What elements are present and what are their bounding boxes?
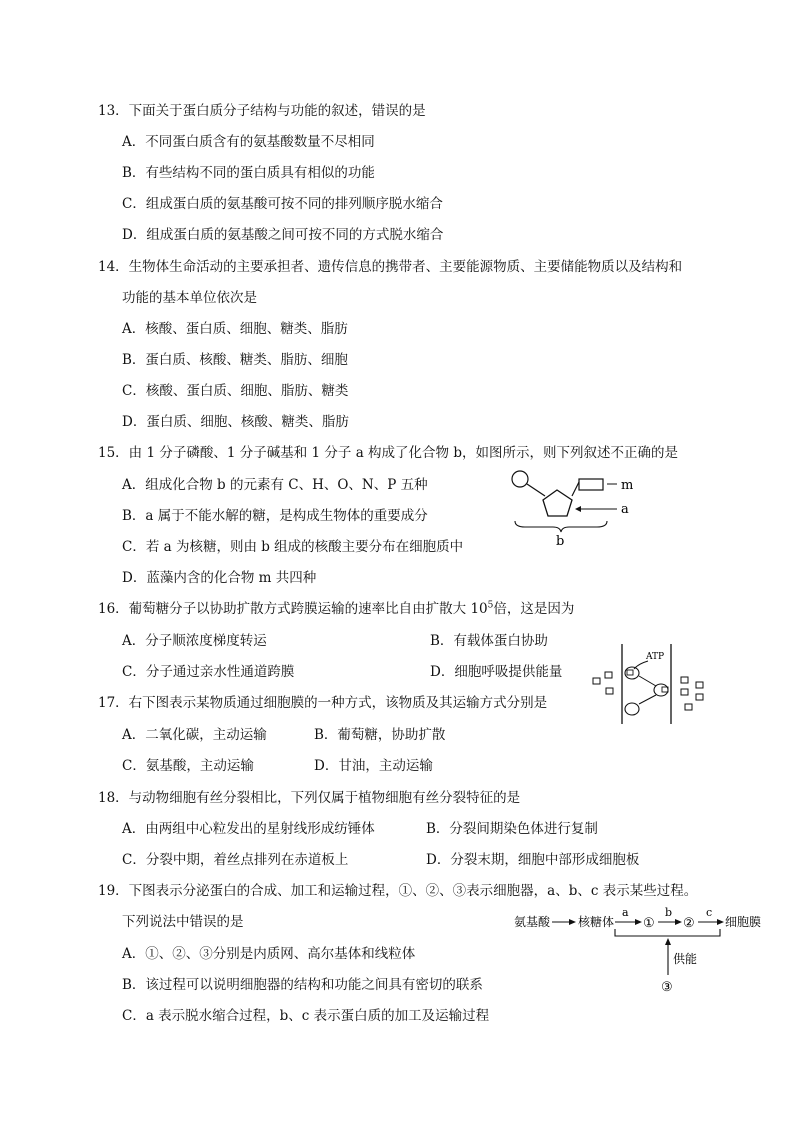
q13-option-d: D．组成蛋白质的氨基酸之间可按不同的方式脱水缩合: [122, 227, 444, 243]
flow-arrow-a-head: [635, 919, 642, 925]
q14-option-d: D．蛋白质、细胞、核酸、糖类、脂肪: [122, 414, 349, 430]
flow-label-a: a: [622, 906, 629, 919]
flow-label-b: b: [665, 906, 673, 919]
q15-option-a: A．组成化合物 b 的元素有 C、H、O、N、P 五种: [122, 477, 428, 493]
q19-stem-continued: 下列说法中错误的是: [122, 914, 244, 930]
q15-option-b: B．a 属于不能水解的糖，是构成生物体的重要成分: [122, 508, 428, 524]
carrier-middle: [654, 684, 668, 696]
q16-option-c: C．分子通过亲水性通道跨膜: [122, 664, 295, 680]
q16-option-a: A．分子顺浓度梯度转运: [122, 633, 267, 649]
carrier-path-1: [639, 676, 656, 686]
q18-option-b: B．分裂间期染色体进行复制: [426, 821, 598, 837]
q16-option-d: D．细胞呼吸提供能量: [430, 664, 563, 680]
q17-option-d: D．甘油，主动运输: [314, 758, 433, 774]
q13-stem: 13．下面关于蛋白质分子结构与功能的叙述，错误的是: [98, 103, 426, 119]
membrane-transport-diagram: [590, 640, 715, 728]
carrier-path-2: [639, 695, 656, 704]
q14-option-a: A．核酸、蛋白质、细胞、糖类、脂肪: [122, 321, 348, 337]
molecule-right-2: [696, 682, 703, 688]
q16-option-b: B．有载体蛋白协助: [430, 633, 548, 649]
q16-stem-text: 16．葡萄糖分子以协助扩散方式跨膜运输的速率比自由扩散大 10: [98, 601, 488, 617]
q19-option-b: B．该过程可以说明细胞器的结构和功能之间具有密切的联系: [122, 977, 483, 993]
q17-stem: 17．右下图表示某物质通过细胞膜的一种方式，该物质及其运输方式分别是: [98, 695, 548, 711]
carrier-bottom: [625, 703, 639, 715]
flow-bracket: [615, 929, 720, 936]
molecule-right-3: [681, 689, 688, 695]
flow-label-c: c: [706, 906, 713, 919]
flow-organelle-2: ②: [683, 916, 695, 931]
q17-option-c: C．氨基酸，主动运输: [122, 758, 254, 774]
molecule-right-4: [696, 694, 703, 700]
q18-option-a: A．由两组中心粒发出的星射线形成纺锤体: [122, 821, 375, 837]
flow-organelle-1: ①: [643, 916, 655, 931]
q15-option-d: D．蓝藻内含的化合物 m 共四种: [122, 570, 317, 586]
flow-arrow-c-head: [717, 919, 724, 925]
q19-option-a: A．①、②、③分别是内质网、高尔基体和线粒体: [122, 946, 416, 962]
q14-stem-continued: 功能的基本单位依次是: [122, 290, 257, 306]
label-a: a: [621, 502, 629, 517]
flow-cell-membrane: 细胞膜: [725, 915, 762, 929]
q13-option-c: C．组成蛋白质的氨基酸可按不同的排列顺序脱水缩合: [122, 196, 443, 212]
molecule-right-1: [681, 677, 688, 683]
molecule-left-2: [605, 672, 612, 678]
flow-organelle-3: ③: [661, 980, 673, 995]
q16-stem: [98, 600, 574, 618]
q14-option-b: B．蛋白质、核酸、糖类、脂肪、细胞: [122, 352, 348, 368]
nucleotide-diagram: [505, 466, 650, 548]
q13-option-a: A．不同蛋白质含有的氨基酸数量不尽相同: [122, 134, 375, 150]
q14-stem: 14．生物体生命活动的主要承担者、遗传信息的携带者、主要能源物质、主要储能物质以及结构和: [98, 259, 683, 275]
q19-option-c: C．a 表示脱水缩合过程，b、c 表示蛋白质的加工及运输过程: [122, 1008, 490, 1024]
arrow-a-head: [575, 506, 581, 512]
flow-energy-arrow-head: [665, 938, 671, 945]
flow-energy-label: 供能: [673, 952, 698, 966]
label-b: b: [556, 534, 565, 548]
flow-arrow-b-head: [675, 919, 682, 925]
phosphate-bond: [527, 484, 545, 496]
pentose-pentagon: [543, 490, 572, 516]
q16-stem-end: 倍，这是因为: [493, 601, 575, 617]
q18-option-d: D．分裂末期，细胞中部形成细胞板: [426, 852, 640, 868]
molecule-left-1: [593, 678, 600, 684]
base-box: [579, 479, 603, 490]
q13-option-b: B．有些结构不同的蛋白质具有相似的功能: [122, 165, 375, 181]
flow-ribosome: 核糖体: [578, 915, 615, 929]
q14-option-c: C．核酸、蛋白质、细胞、脂肪、糖类: [122, 383, 349, 399]
q18-option-c: C．分裂中期，着丝点排列在赤道板上: [122, 852, 349, 868]
molecule-left-3: [606, 688, 613, 694]
q18-stem: 18．与动物细胞有丝分裂相比，下列仅属于植物细胞有丝分裂特征的是: [98, 790, 521, 806]
q17-option-b: B．葡萄糖，协助扩散: [314, 727, 446, 743]
q15-stem: 15．由 1 分子磷酸、1 分子碱基和 1 分子 a 构成了化合物 b，如图所示，则下列叙述不正确的是: [98, 445, 678, 461]
carrier-top-cargo: [627, 670, 633, 675]
flow-arrow-1-head: [569, 919, 576, 925]
phosphate-circle: [512, 471, 528, 487]
base-bond: [572, 482, 579, 496]
brace-b: [515, 521, 607, 532]
atp-label: ATP: [646, 652, 665, 662]
secretory-protein-flow-diagram: [512, 905, 782, 997]
q19-stem: 19．下图表示分泌蛋白的合成、加工和运输过程，①、②、③表示细胞器，a、b、c 表示某些过程。: [98, 883, 698, 899]
label-m: m: [621, 478, 634, 493]
q15-option-c: C．若 a 为核糖，则由 b 组成的核酸主要分布在细胞质中: [122, 539, 464, 555]
q16-stem-exponent: 5: [487, 600, 494, 611]
q17-option-a: A．二氧化碳，主动运输: [122, 727, 267, 743]
flow-amino-acid: 氨基酸: [514, 915, 551, 929]
molecule-right-5: [685, 704, 692, 710]
